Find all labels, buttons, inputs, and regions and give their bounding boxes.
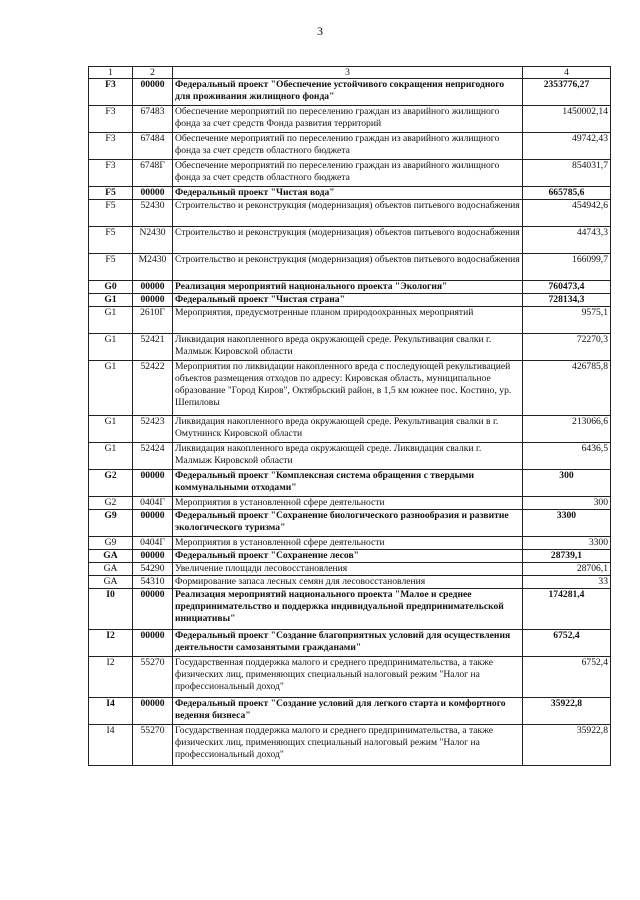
description-cell: Формирование запаса лесных семян для лесовосстановления — [173, 576, 523, 589]
subcode-cell: 67483 — [133, 106, 173, 133]
table-row — [89, 200, 611, 227]
description-cell: Федеральный проект "Обеспечение устойчивого сокращения непригодного для проживания жилищного фонда" — [173, 79, 523, 106]
code-cell: GA — [89, 576, 133, 589]
subcode-cell: 67484 — [133, 133, 173, 160]
description-cell: Ликвидация накопленного вреда окружающей среде. Ликвидация свалки г. Малмыж Кировской области — [173, 443, 523, 470]
code-cell: I2 — [89, 657, 133, 698]
subcode-cell: 00000 — [133, 589, 173, 630]
description-cell: Реализация мероприятий национального проекта "Экология" — [173, 281, 523, 294]
table-row-project — [89, 187, 611, 200]
amount-cell: 44743,3 — [523, 227, 611, 254]
subcode-cell: N2430 — [133, 227, 173, 254]
description-cell: Федеральный проект "Комплексная система обращения с твердыми коммунальными отходами" — [173, 470, 523, 497]
description-cell: Ликвидация накопленного вреда окружающей среде. Рекультивация свалки в г. Омутнинск Кировской области — [173, 416, 523, 443]
subcode-cell: 55270 — [133, 725, 173, 766]
table-row-project — [89, 589, 611, 630]
code-cell: F5 — [89, 187, 133, 200]
table-row — [89, 657, 611, 698]
column-header: 3 — [173, 67, 523, 79]
table-row — [89, 160, 611, 187]
amount-cell: 72270,3 — [523, 334, 611, 361]
amount-cell: 728134,3 — [523, 294, 611, 307]
table-row-project — [89, 294, 611, 307]
amount-cell: 1450002,14 — [523, 106, 611, 133]
description-cell: Обеспечение мероприятий по переселению граждан из аварийного жилищного фонда за счет средств Фонда развития территорий — [173, 106, 523, 133]
subcode-cell: 00000 — [133, 698, 173, 725]
code-cell: G1 — [89, 307, 133, 334]
code-cell: G1 — [89, 334, 133, 361]
subcode-cell: 52430 — [133, 200, 173, 227]
description-cell: Ликвидация накопленного вреда окружающей среде. Рекультивация свалки г. Малмыж Кировской области — [173, 334, 523, 361]
amount-cell: 454942,6 — [523, 200, 611, 227]
code-cell: GA — [89, 550, 133, 563]
description-cell: Федеральный проект "Создание благоприятных условий для осуществления деятельности самозанятыми гражданами" — [173, 630, 523, 657]
code-cell: G9 — [89, 510, 133, 537]
subcode-cell: 55270 — [133, 657, 173, 698]
table-row-project — [89, 550, 611, 563]
table-row — [89, 576, 611, 589]
amount-cell: 35922,8 — [523, 725, 611, 766]
table-row-project — [89, 698, 611, 725]
amount-cell: 35922,8 — [523, 698, 611, 725]
code-cell: I2 — [89, 630, 133, 657]
code-cell: GA — [89, 563, 133, 576]
column-header: 4 — [523, 67, 611, 79]
amount-cell: 213066,6 — [523, 416, 611, 443]
amount-cell: 665785,6 — [523, 187, 611, 200]
description-cell: Увеличение площади лесовосстановления — [173, 563, 523, 576]
amount-cell: 854031,7 — [523, 160, 611, 187]
amount-cell: 9575,1 — [523, 307, 611, 334]
table-row — [89, 497, 611, 510]
budget-table — [88, 66, 611, 766]
code-cell: F3 — [89, 106, 133, 133]
amount-cell: 166099,7 — [523, 254, 611, 281]
description-cell: Реализация мероприятий национального проекта "Малое и среднее предпринимательство и поддержка индивидуальной предпринимательской инициативы" — [173, 589, 523, 630]
table-row-project — [89, 281, 611, 294]
page-number: 3 — [317, 24, 323, 38]
description-cell: Мероприятия в установленной сфере деятельности — [173, 497, 523, 510]
subcode-cell: 00000 — [133, 187, 173, 200]
subcode-cell: 52421 — [133, 334, 173, 361]
code-cell: I0 — [89, 589, 133, 630]
code-cell: G1 — [89, 416, 133, 443]
table-row — [89, 334, 611, 361]
subcode-cell: 52424 — [133, 443, 173, 470]
amount-cell: 49742,43 — [523, 133, 611, 160]
description-cell: Федеральный проект "Чистая вода" — [173, 187, 523, 200]
table-row — [89, 227, 611, 254]
amount-cell: 2353776,27 — [523, 79, 611, 106]
table-row — [89, 133, 611, 160]
subcode-cell: 54310 — [133, 576, 173, 589]
amount-cell: 3300 — [523, 510, 611, 537]
budget-table-body — [89, 67, 611, 766]
code-cell: F5 — [89, 227, 133, 254]
code-cell: I4 — [89, 725, 133, 766]
subcode-cell: 54290 — [133, 563, 173, 576]
amount-cell: 300 — [523, 470, 611, 497]
description-cell: Строительство и реконструкция (модернизация) объектов питьевого водоснабжения — [173, 254, 523, 281]
description-cell: Федеральный проект "Сохранение лесов" — [173, 550, 523, 563]
description-cell: Федеральный проект "Чистая страна" — [173, 294, 523, 307]
table-row-project — [89, 510, 611, 537]
code-cell: F3 — [89, 133, 133, 160]
amount-cell: 3300 — [523, 537, 611, 550]
code-cell: F5 — [89, 254, 133, 281]
code-cell: G0 — [89, 281, 133, 294]
column-header: 1 — [89, 67, 133, 79]
amount-cell: 6436,5 — [523, 443, 611, 470]
table-header-row — [89, 67, 611, 79]
amount-cell: 174281,4 — [523, 589, 611, 630]
code-cell: G1 — [89, 443, 133, 470]
table-row-project — [89, 79, 611, 106]
code-cell: F5 — [89, 200, 133, 227]
code-cell: F3 — [89, 79, 133, 106]
table-row — [89, 443, 611, 470]
amount-cell: 6752,4 — [523, 657, 611, 698]
table-row — [89, 307, 611, 334]
subcode-cell: 00000 — [133, 294, 173, 307]
description-cell: Федеральный проект "Сохранение биологического разнообразия и развитие экологического туризма" — [173, 510, 523, 537]
amount-cell: 28739,1 — [523, 550, 611, 563]
table-row — [89, 725, 611, 766]
code-cell: G2 — [89, 470, 133, 497]
table-row-project — [89, 470, 611, 497]
code-cell: G1 — [89, 361, 133, 416]
subcode-cell: 2610Г — [133, 307, 173, 334]
table-row — [89, 563, 611, 576]
subcode-cell: 00000 — [133, 281, 173, 294]
description-cell: Строительство и реконструкция (модернизация) объектов питьевого водоснабжения — [173, 227, 523, 254]
table-row — [89, 254, 611, 281]
table-row — [89, 106, 611, 133]
subcode-cell: 0404Г — [133, 497, 173, 510]
amount-cell: 760473,4 — [523, 281, 611, 294]
table-row — [89, 416, 611, 443]
subcode-cell: 0404Г — [133, 537, 173, 550]
amount-cell: 28706,1 — [523, 563, 611, 576]
subcode-cell: 00000 — [133, 79, 173, 106]
description-cell: Мероприятия, предусмотренные планом природоохранных мероприятий — [173, 307, 523, 334]
subcode-cell: 00000 — [133, 550, 173, 563]
subcode-cell: M2430 — [133, 254, 173, 281]
subcode-cell: 00000 — [133, 630, 173, 657]
amount-cell: 300 — [523, 497, 611, 510]
code-cell: F3 — [89, 160, 133, 187]
table-row — [89, 537, 611, 550]
description-cell: Мероприятия по ликвидации накопленного вреда с последующей рекультивацией объектов размещения отходов по адресу: Кировская область, муниципальное образование "Город Киров", Октябрьский район, в 1,5 км южнее пос. Костино, ур. Шепиловы — [173, 361, 523, 416]
description-cell: Государственная поддержка малого и среднего предпринимательства, а также физических лиц, применяющих специальный налоговый режим "Налог на профессиональный доход" — [173, 657, 523, 698]
description-cell: Мероприятия в установленной сфере деятельности — [173, 537, 523, 550]
amount-cell: 6752,4 — [523, 630, 611, 657]
subcode-cell: 00000 — [133, 470, 173, 497]
table-row-project — [89, 630, 611, 657]
description-cell: Федеральный проект "Создание условий для легкого старта и комфортного ведения бизнеса" — [173, 698, 523, 725]
table-row — [89, 361, 611, 416]
code-cell: G2 — [89, 497, 133, 510]
amount-cell: 33 — [523, 576, 611, 589]
description-cell: Государственная поддержка малого и среднего предпринимательства, а также физических лиц, применяющих специальный налоговый режим "Налог на профессиональный доход" — [173, 725, 523, 766]
description-cell: Строительство и реконструкция (модернизация) объектов питьевого водоснабжения — [173, 200, 523, 227]
subcode-cell: 52423 — [133, 416, 173, 443]
subcode-cell: 52422 — [133, 361, 173, 416]
code-cell: G1 — [89, 294, 133, 307]
code-cell: I4 — [89, 698, 133, 725]
amount-cell: 426785,8 — [523, 361, 611, 416]
subcode-cell: 00000 — [133, 510, 173, 537]
code-cell: G9 — [89, 537, 133, 550]
description-cell: Обеспечение мероприятий по переселению граждан из аварийного жилищного фонда за счет средств областного бюджета — [173, 160, 523, 187]
description-cell: Обеспечение мероприятий по переселению граждан из аварийного жилищного фонда за счет средств областного бюджета — [173, 133, 523, 160]
column-header: 2 — [133, 67, 173, 79]
subcode-cell: 6748Г — [133, 160, 173, 187]
